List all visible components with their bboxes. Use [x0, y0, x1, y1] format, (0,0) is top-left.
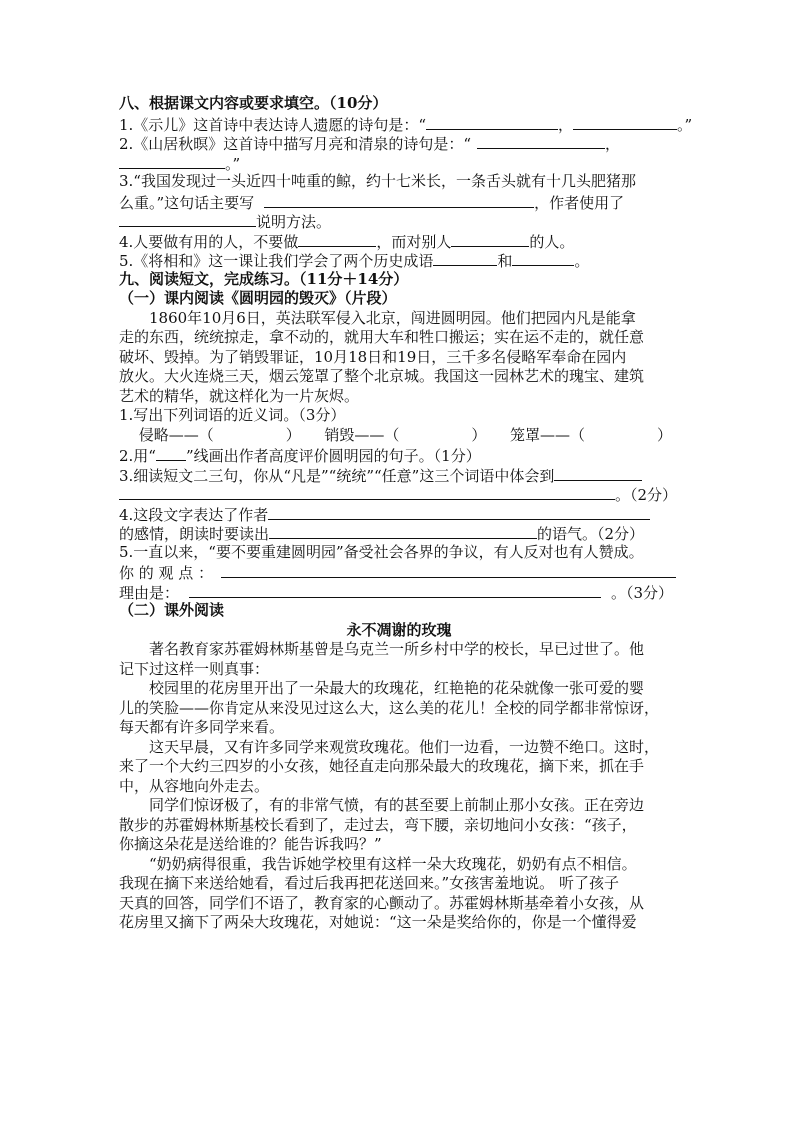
- s8-question-3-cont: [119, 192, 679, 212]
- s9-q3-end: 。（2分）: [615, 486, 678, 504]
- s9-q4-text: 4.这段文字表达了作者: [119, 505, 269, 524]
- s9-question-3: [119, 465, 679, 485]
- s8-q3-mid: ，作者使用了: [534, 193, 625, 212]
- story-line: 儿的笑脸——你肯定从来没见过这么大，这么美的花儿！全校的同学都非常惊讶，: [119, 698, 660, 717]
- s8-q4-mid: ，而对别人: [376, 232, 452, 251]
- s9-q2-text: 2.用“: [119, 447, 156, 465]
- reason-label: 理由是：: [119, 583, 180, 602]
- s8-q2-end: 。”: [225, 154, 241, 173]
- synonym-word-1: 侵略——（: [138, 425, 214, 444]
- story-line: 这天早晨，又有许多同学来观赏玫瑰花。他们一边看，一边赞不绝口。这时，: [149, 737, 660, 756]
- passage-line: 走的东西，统统掠走，拿不动的，就用大车和牲口搬运；实在运不走的，就任意: [119, 328, 645, 346]
- s8-q2-comma: ，: [604, 135, 620, 153]
- answer-blank[interactable]: [298, 231, 376, 247]
- story-line: 我现在摘下来送给她看，看过后我再把花送回来。”女孩害羞地说。 听了孩子: [119, 874, 619, 892]
- story-line: 记下过这样一则真事：: [119, 659, 270, 678]
- s9-q4-mid: 的感情，朗读时要读出: [119, 525, 270, 543]
- passage-line: 艺术的精华，就这样化为一片灰烬。: [119, 386, 360, 405]
- answer-blank[interactable]: [426, 114, 558, 130]
- reading-passage: [119, 309, 679, 407]
- answer-blank[interactable]: [264, 192, 534, 208]
- story-line: 来了一个大约三四岁的小女孩，她径直走向那朵最大的玫瑰花，摘下来，抓在手: [119, 757, 645, 775]
- s8-question-2: [119, 133, 679, 153]
- story-line: “奶奶病得很重，我告诉她学校里有这样一朵大玫瑰花，奶奶有点不相信。: [149, 854, 637, 873]
- s8-q4-end: 的人。: [529, 232, 575, 251]
- story-line: 天真的回答，同学们不语了，教育家的心颤动了。苏霍姆林斯基牵着小女孩，从: [119, 893, 645, 912]
- story-line: 同学们惊讶极了，有的非常气愤，有的甚至要上前制止那小女孩。正在旁边: [149, 796, 645, 814]
- s9-question-2: [119, 445, 679, 465]
- part-1-heading: （一）课内阅读《圆明园的毁灭》（片段）: [119, 289, 397, 307]
- s8-question-1: [119, 114, 693, 134]
- answer-blank[interactable]: [119, 211, 256, 227]
- part-2-heading: （二）课外阅读: [119, 601, 225, 619]
- worksheet-page: [119, 94, 693, 933]
- s8-q4-text: 4.人要做有用的人，不要做: [119, 232, 299, 251]
- s8-q1-end: 。”: [677, 115, 693, 134]
- s8-question-2-cont: [119, 153, 679, 173]
- passage-line: 破坏、毁掉。为了销毁罪证，10月18日和19日，三千多名侵略军奉命在园内: [119, 347, 627, 366]
- s9-q3-text: 3.细读短文二三句，你从“凡是”“统统”“任意”这三个词语中体会到: [119, 466, 555, 485]
- passage-line: 放火。大火连烧三天，烟云笼罩了整个北京城。我国这一园林艺术的瑰宝、建筑: [119, 367, 645, 385]
- story-line: 散步的苏霍姆林斯基校长看到了，走过去，弯下腰，亲切地问小女孩：“孩子，: [119, 815, 637, 834]
- answer-blank[interactable]: [451, 231, 529, 247]
- section-9-heading: 九、阅读短文，完成练习。（11分＋14分）: [119, 269, 409, 288]
- synonym-row: [119, 426, 679, 446]
- s9-question-4: [119, 504, 679, 524]
- story-line: 你摘这朵花是送给谁的？能告诉我吗？”: [119, 835, 382, 853]
- answer-blank[interactable]: [433, 250, 497, 266]
- answer-blank[interactable]: [119, 153, 225, 169]
- s8-question-5: [119, 250, 679, 270]
- s9-question-5: 5.一直以来，“要不要重建圆明园”备受社会各界的争议，有人反对也有人赞成。: [119, 542, 644, 561]
- s9-question-5-opinion: [119, 562, 679, 582]
- story-line: 著名教育家苏霍姆林斯基曾是乌克兰一所乡村中学的校长，早已过世了。他: [149, 640, 645, 658]
- s9-q4-end: 的语气。（2分）: [537, 525, 645, 543]
- answer-blank[interactable]: [554, 465, 642, 481]
- s9-question-4-cont: [119, 523, 679, 543]
- s8-q2-text: 2.《山居秋暝》这首诗中描写月亮和清泉的诗句是：“: [119, 135, 471, 153]
- story-line: 中，从容地向外走去。: [119, 776, 270, 795]
- s8-q1-text: 1.《示儿》这首诗中表达诗人遗愿的诗句是：“: [119, 115, 426, 134]
- story-body: [119, 640, 679, 933]
- s9-q5-end: 。（3分）: [611, 583, 674, 602]
- s8-q5-text: 5.《将相和》这一课让我们学会了两个历史成语: [119, 252, 434, 270]
- s8-q5-end: 。: [574, 252, 590, 270]
- opinion-blank[interactable]: [221, 562, 676, 578]
- story-line: 每天都有许多同学来看。: [119, 718, 285, 736]
- passage-line: 1860年10月6日，英法联军侵入北京，闯进圆明园。他们把园内凡是能拿: [149, 308, 636, 327]
- reason-blank[interactable]: [189, 582, 601, 598]
- synonym-word-3: 笼罩——（: [509, 425, 585, 444]
- answer-blank[interactable]: [512, 250, 574, 266]
- story-title: 永不凋谢的玫瑰: [346, 620, 452, 639]
- s8-q1-comma: ，: [557, 115, 573, 134]
- synonym-close-2: ）: [471, 425, 487, 444]
- s8-question-3-cont2: [119, 211, 679, 231]
- story-line: 花房里又摘下了两朵大玫瑰花，对她说：“这一朵是奖给你的，你是一个懂得爱: [119, 913, 637, 931]
- s8-q3-end: 说明方法。: [256, 213, 332, 231]
- s9-question-5-reason: [119, 582, 679, 602]
- s9-q2-rest: ”线画出作者高度评价圆明园的句子。（1分）: [185, 447, 481, 465]
- s8-question-3: 3.“我国发现过一头近四十吨重的鲸，约十七米长，一条舌头就有十几头肥猪那: [119, 172, 636, 190]
- synonym-word-2: 销毁——（: [324, 425, 400, 444]
- s8-q5-mid: 和: [497, 252, 513, 270]
- answer-blank[interactable]: [269, 523, 537, 539]
- answer-blank[interactable]: [119, 484, 615, 500]
- section-8-heading: 八、根据课文内容或要求填空。（10分）: [119, 94, 388, 112]
- s9-question-3-cont: [119, 484, 679, 504]
- synonym-close-1: ）: [285, 425, 301, 444]
- s9-question-1: 1.写出下列词语的近义词。（3分）: [119, 406, 346, 424]
- answer-blank[interactable]: [268, 504, 650, 520]
- underline-sample: [156, 445, 186, 461]
- answer-blank[interactable]: [573, 114, 677, 130]
- synonym-close-3: ）: [656, 425, 672, 444]
- story-line: 校园里的花房里开出了一朵最大的玫瑰花，红艳艳的花朵就像一张可爱的婴: [149, 679, 645, 697]
- answer-blank[interactable]: [477, 133, 605, 149]
- s8-question-4: [119, 231, 679, 251]
- opinion-label: 你 的 观 点 ：: [119, 564, 214, 582]
- s8-q3-text: 么重。”这句话主要写: [119, 193, 255, 212]
